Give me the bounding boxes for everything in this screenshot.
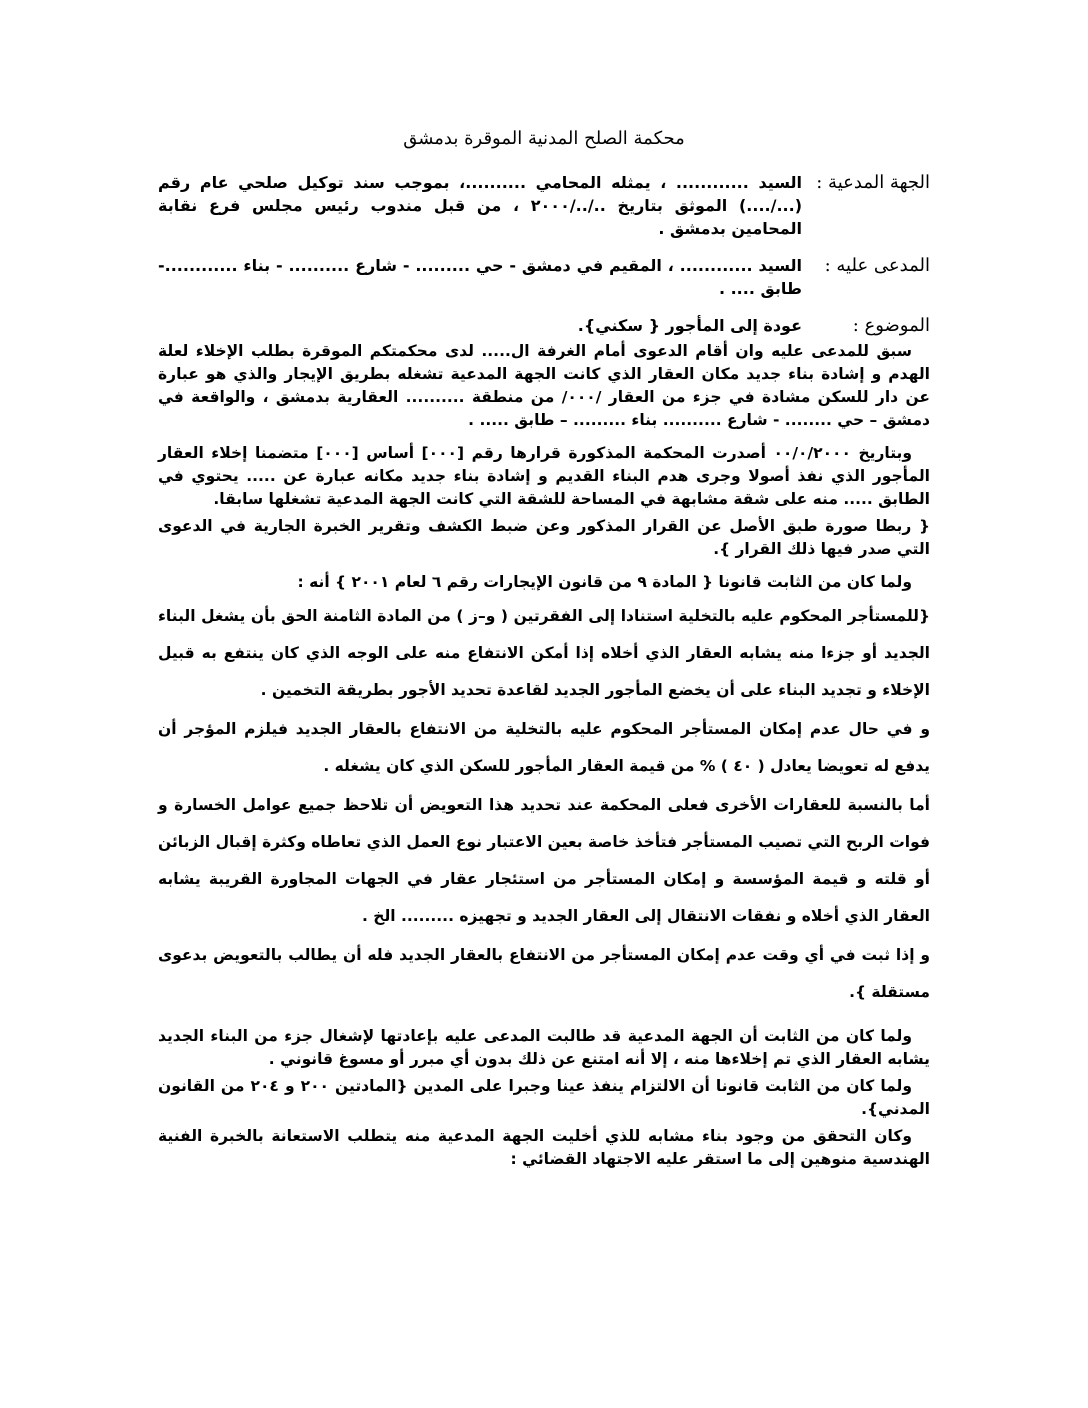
body-paragraph: وبتاريخ ٠٠/٠/٢٠٠٠ أصدرت المحكمة المذكورة قرارها رقم [٠٠٠] أساس [٠٠٠] متضمنا إخلاء العقار المأجور الذي نفذ أصولا وجرى هدم البناء القديم و إشادة بناء جديد مكانه عبارة عن ..... يحتوي في الطابق ..... منه على شقة مشابهة في المساحة للشقة التي كانت الجهة المدعية تشغلها سابقا. (158, 444, 930, 508)
body-paragraph: { ربطا صورة طبق الأصل عن القرار المذكور وعن ضبط الكشف وتقرير الخبرة الجارية في الدعوى التي صدر فيها ذلك القرار }. (158, 517, 930, 558)
quote-paragraph: أما بالنسبة للعقارات الأخرى فعلى المحكمة عند تحديد هذا التعويض أن تلاحظ جميع عوامل الخسارة و فوات الربح التي تصيب المستأجر فتأخذ خاصة بعين الاعتبار نوع العمل الذي تعاطاه وكثرة إقبال الزبائن أو قلته و قيمة المؤسسة و إمكان المستأجر من استئجار عقار في الجهات المجاورة القريبة يشابه العقار الذي أخلاه و نفقات الانتقال إلى العقار الجديد و تجهيزه ......... الخ . (158, 796, 930, 925)
plaintiff-field (158, 171, 930, 240)
body-paragraph: ولما كان من الثابت قانونا { المادة ٩ من قانون الإيجارات رقم ٦ لعام ٢٠٠١ } أنه : (297, 573, 912, 591)
plaintiff-text: السيد ............ ، يمثله المحامي ..........، بموجب سند توكيل صلحي عام رقم (.../....) الموثق بتاريخ ../../٢٠٠٠ ، من قبل مندوب رئيس مجلس فرع نقابة المحامين بدمشق . (158, 173, 803, 238)
closing-paragraph: وكان التحقق من وجود بناء مشابه للذي أخليت الجهة المدعية منه يتطلب الاستعانة بالخبرة الفنية الهندسية منوهين إلى ما استقر عليه الاجتهاد القضائي : (158, 1127, 930, 1168)
quote-paragraph: و في حال عدم إمكان المستأجر المحكوم عليه بالتخلية من الانتفاع بالعقار الجديد فيلزم المؤجر أن يدفع له تعويضا يعادل ( ٤٠ ) % من قيمة العقار المأجور للسكن الذي كان يشغله . (158, 720, 930, 775)
defendant-text: السيد ............ ، المقيم في دمشق - حي ......... - شارع .......... - بناء ............- طابق .... . (158, 256, 802, 298)
subject-label: الموضوع : (852, 315, 930, 336)
defendant-field (158, 254, 930, 300)
body-paragraph: سبق للمدعى عليه وان أقام الدعوى أمام الغرفة ال..... لدى محكمتكم الموقرة بطلب الإخلاء لعلة الهدم و إشادة بناء جديد مكان العقار الذي كانت الجهة المدعية تشغله بطريق الإيجار والذي هو عبارة عن دار للسكن مشادة في جزء من العقار /٠٠٠/ من منطقة .......... العقارية بدمشق ، والواقعة في دمشق – حي ........ - شارع .......... بناء ......... – طابق ..... . (158, 342, 930, 429)
subject-field (158, 314, 930, 338)
quote-paragraph: {للمستأجر المحكوم عليه بالتخلية استنادا إلى الفقرتين ( و–ز ) من المادة الثامنة الحق بأن يشغل البناء الجديد أو جزءا منه يشابه العقار الذي أخلاه إذا أمكن الانتفاع منه على الوجه الذي كان ينتفع به قبيل الإخلاء و تجديد البناء على أن يخضع المأجور الجديد لقاعدة تحديد الأجور بطريقة التخمين . (158, 607, 930, 699)
quote-paragraph: و إذا ثبت في أي وقت عدم إمكان المستأجر من الانتفاع بالعقار الجديد فله أن يطالب بالتعويض بدعوى مستقلة }. (158, 946, 930, 1001)
court-title: محكمة الصلح المدنية الموقرة بدمشق (403, 128, 685, 149)
closing-paragraph: ولما كان من الثابت أن الجهة المدعية قد طالبت المدعى عليه بإعادتها لإشغال جزء من البناء الجديد يشابه العقار الذي تم إخلاءها منه ، إلا أنه امتنع عن ذلك بدون أي مبرر أو مسوغ قانوني . (158, 1027, 930, 1068)
plaintiff-label: الجهة المدعية : (816, 172, 930, 193)
closing-paragraph: ولما كان من الثابت قانونا أن الالتزام ينفذ عينا وجبرا على المدين {المادتين ٢٠٠ و ٢٠٤ من القانون المدني}. (158, 1077, 930, 1118)
subject-text: عودة إلى المأجور { سكني}. (577, 316, 802, 335)
defendant-label: المدعى عليه : (824, 255, 930, 276)
